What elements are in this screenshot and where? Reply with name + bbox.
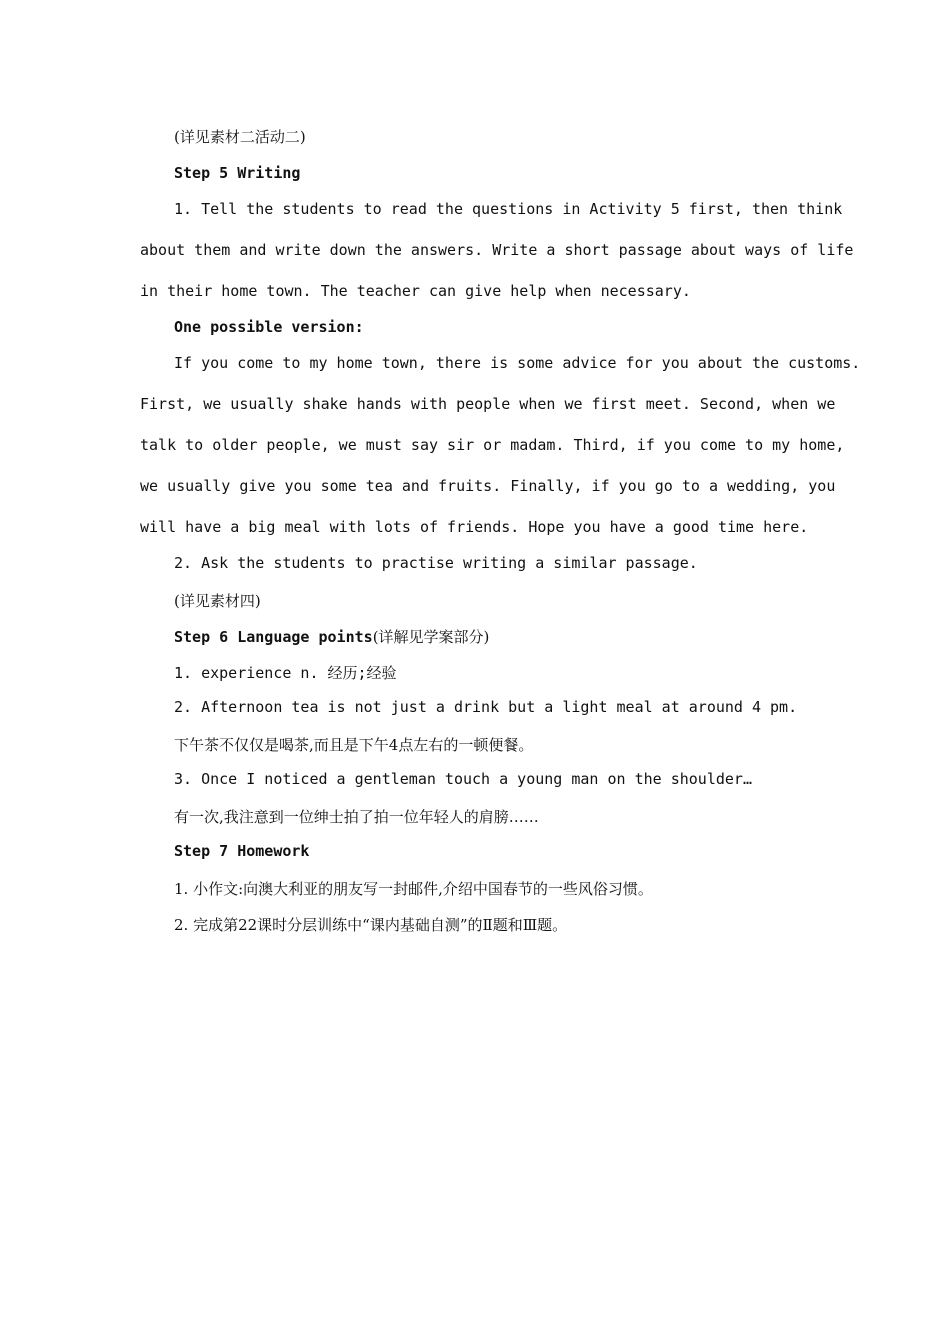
step-6-title: Step 6 Language points bbox=[174, 628, 373, 646]
sample-passage-line-4: we usually give you some tea and fruits. Finally, if you go to a wedding, you bbox=[140, 477, 836, 495]
sample-passage-line-1: If you come to my home town, there is some advice for you about the customs. bbox=[174, 354, 861, 372]
step-5-item-1-line-3: in their home town. The teacher can give help when necessary. bbox=[140, 282, 691, 300]
step-5-item-1-line-1: 1. Tell the students to read the questions in Activity 5 first, then think bbox=[174, 200, 843, 218]
reference-note: (详见素材四) bbox=[174, 592, 261, 610]
step-5-heading: Step 5 Writing bbox=[174, 164, 301, 182]
language-point-3: 3. Once I noticed a gentleman touch a young man on the shoulder… bbox=[174, 770, 752, 788]
step-6-heading bbox=[174, 626, 489, 647]
step-5-item-1-line-2: about them and write down the answers. Write a short passage about ways of life bbox=[140, 241, 854, 259]
homework-item-1: 1. 小作文:向澳大利亚的朋友写一封邮件,介绍中国春节的一些风俗习惯。 bbox=[174, 880, 653, 898]
step-6-note: (详解见学案部分) bbox=[372, 628, 490, 646]
sample-passage-line-2: First, we usually shake hands with people when we first meet. Second, when we bbox=[140, 395, 836, 413]
sample-passage-line-3: talk to older people, we must say sir or madam. Third, if you come to my home, bbox=[140, 436, 845, 454]
homework-item-2: 2. 完成第22课时分层训练中“课内基础自测”的Ⅱ题和Ⅲ题。 bbox=[174, 916, 568, 934]
version-label: One possible version: bbox=[174, 318, 364, 336]
language-point-2-translation: 下午茶不仅仅是喝茶,而且是下午4点左右的一顿便餐。 bbox=[174, 736, 534, 754]
step-5-item-2: 2. Ask the students to practise writing a similar passage. bbox=[174, 554, 698, 572]
language-point-3-translation: 有一次,我注意到一位绅士拍了拍一位年轻人的肩膀…… bbox=[174, 808, 539, 826]
reference-note: (详见素材二活动二) bbox=[174, 128, 306, 146]
sample-passage-line-5: will have a big meal with lots of friends. Hope you have a good time here. bbox=[140, 518, 809, 536]
language-point-2: 2. Afternoon tea is not just a drink but a light meal at around 4 pm. bbox=[174, 698, 798, 716]
language-point-1: 1. experience n. 经历;经验 bbox=[174, 664, 397, 682]
step-7-heading: Step 7 Homework bbox=[174, 842, 310, 860]
